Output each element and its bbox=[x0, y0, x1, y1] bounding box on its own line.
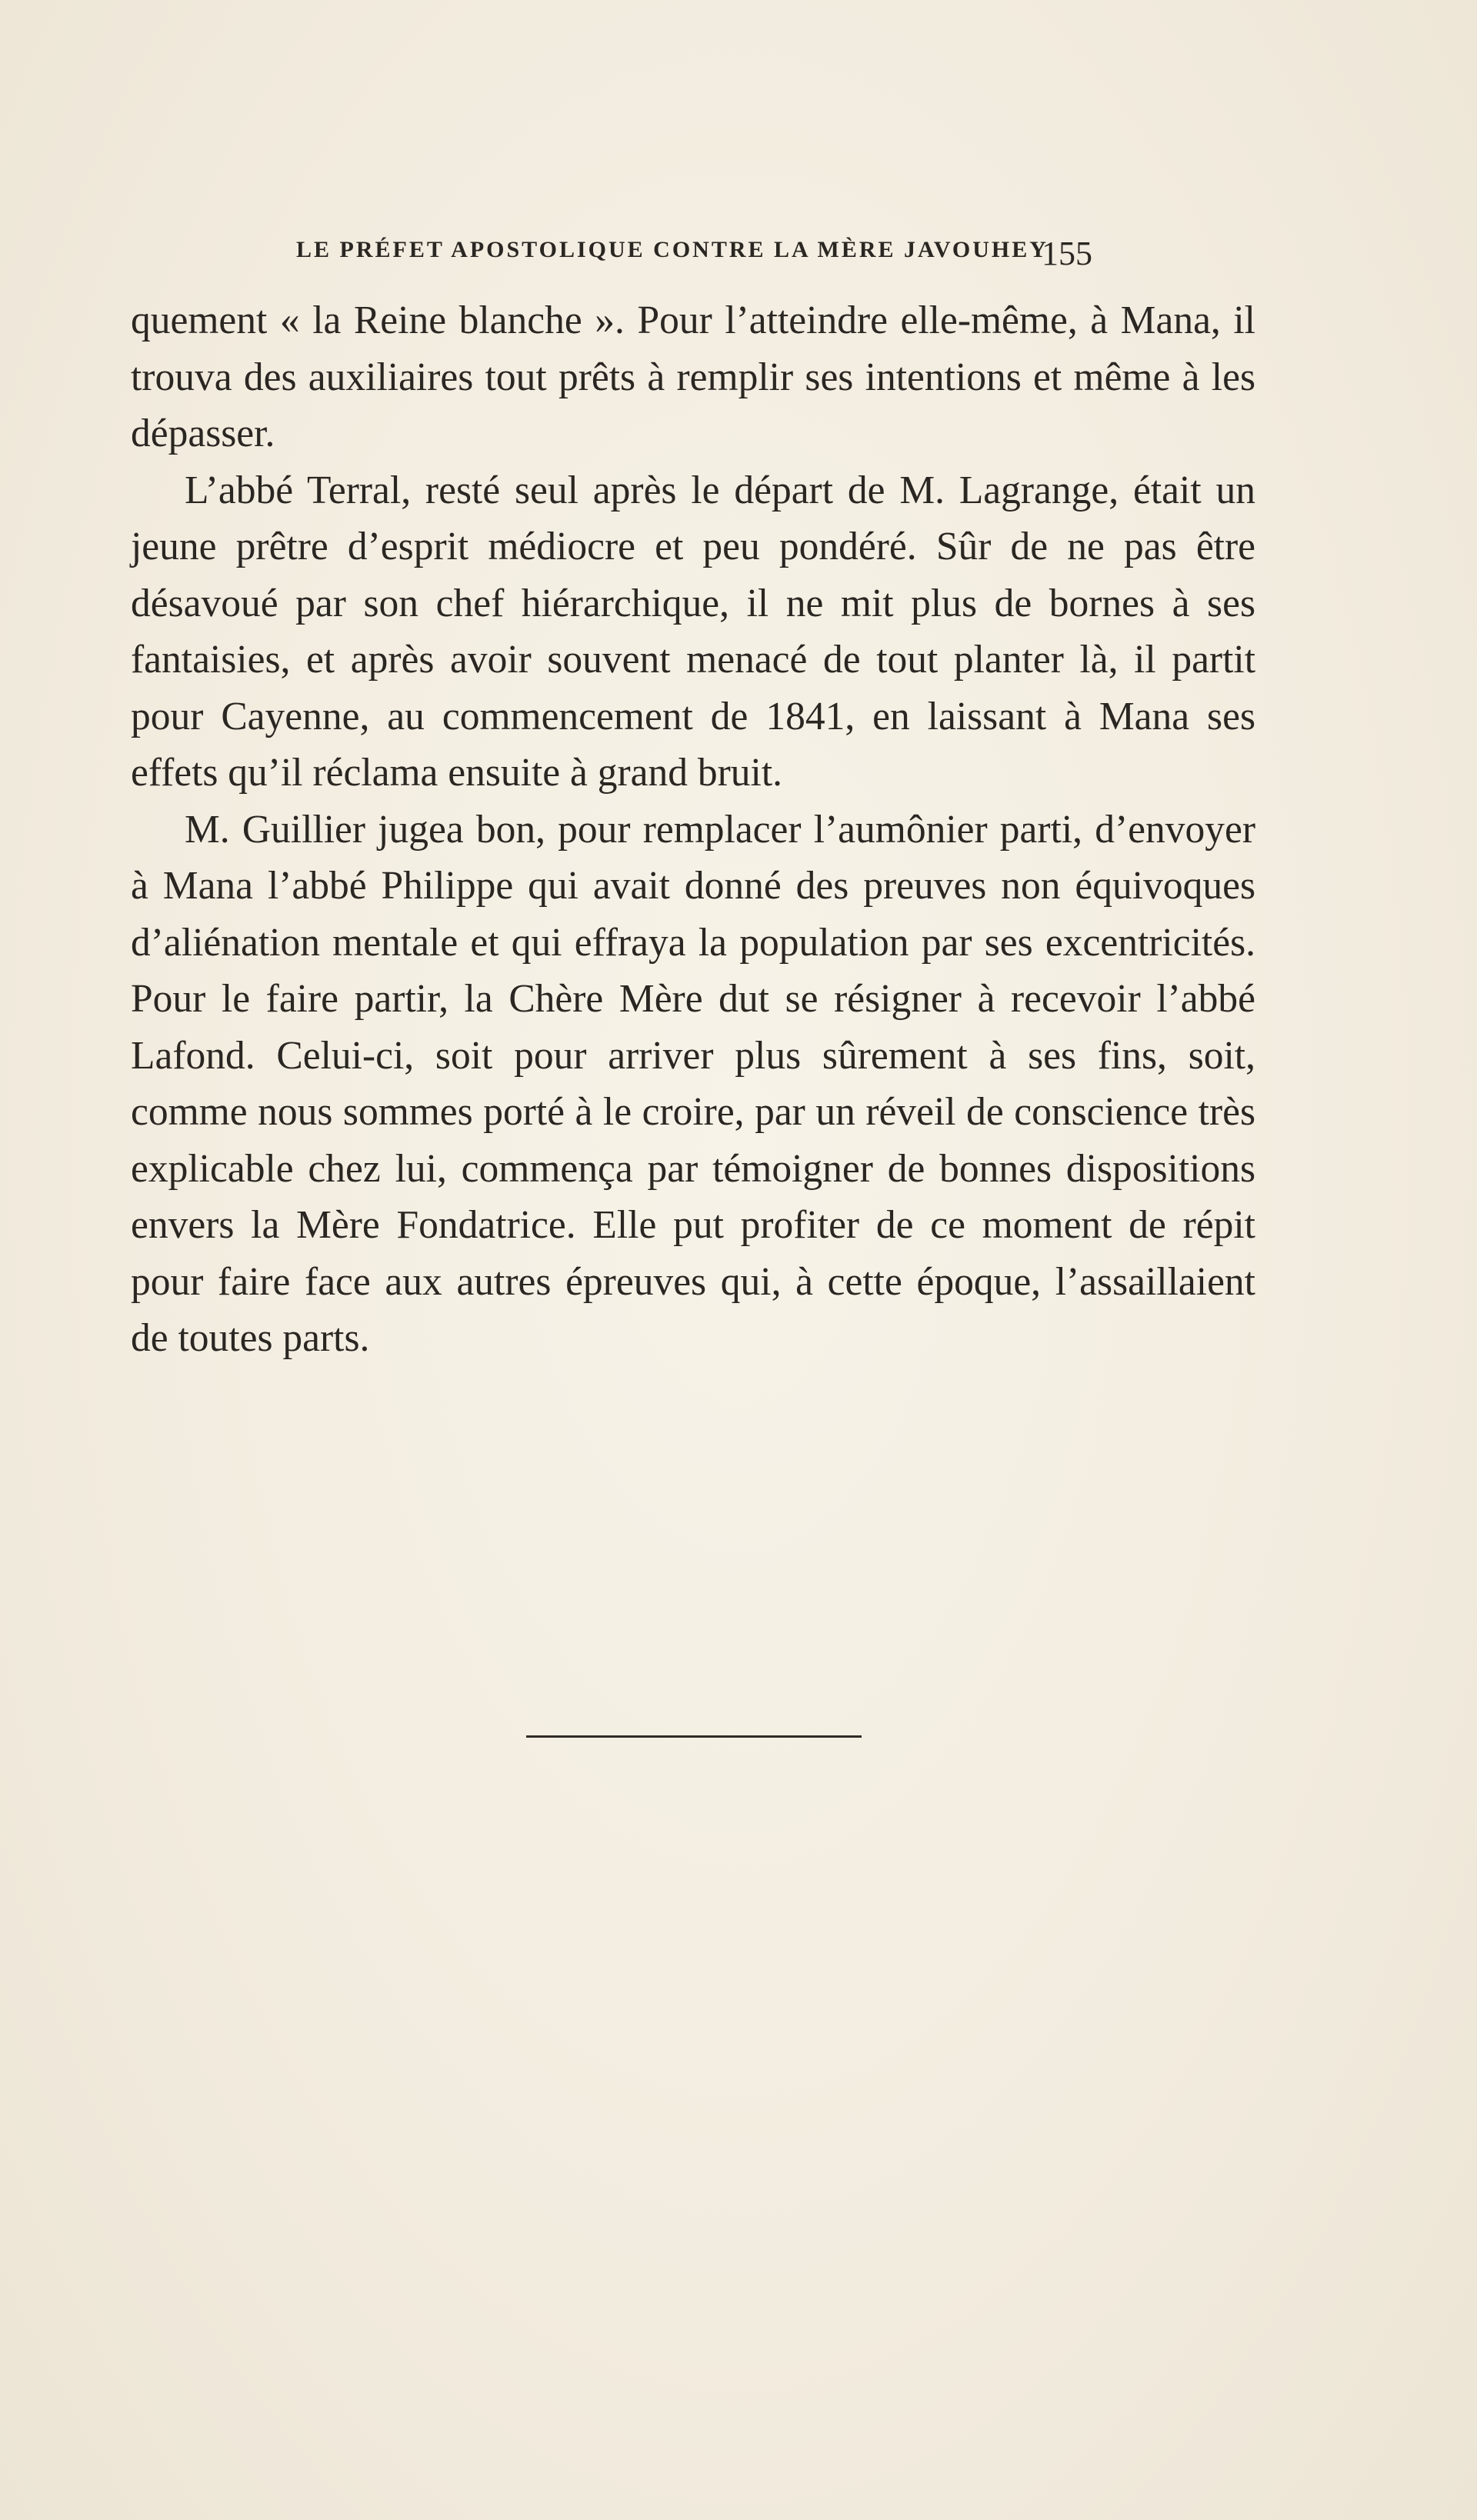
paragraph-m-guillier: M. Guillier jugea bon, pour remplacer l’aumônier parti, d’envoyer à Mana l’abbé Philippe qui avait donné des preuves non équivoques d’aliénation mentale et qui effraya la population par ses excentricités. Pour le faire partir, la Chère Mère dut se résigner à recevoir l’abbé Lafond. Celui-ci, soit pour arriver plus sûrement à ses fins, soit, comme nous sommes porté à le croire, par un réveil de conscience très explicable chez lui, commença par témoigner de bonnes dispositions envers la Mère Fondatrice. Elle put profiter de ce moment de répit pour faire face aux autres épreuves qui, à cette époque, l’assaillaient de toutes parts. bbox=[131, 807, 1255, 1360]
running-head bbox=[296, 234, 1092, 272]
section-divider bbox=[526, 1735, 862, 1738]
page-number: 155 bbox=[1042, 235, 1092, 272]
body-text bbox=[131, 292, 1255, 1367]
paragraph-continuation: quement « la Reine blanche ». Pour l’atteindre elle-même, à Mana, il trouva des auxiliaires tout prêts à remplir ses intentions et même à les dépasser. bbox=[131, 298, 1255, 455]
paragraph-abbe-terral: L’abbé Terral, resté seul après le départ de M. Lagrange, était un jeune prêtre d’esprit médiocre et peu pondéré. Sûr de ne pas être désavoué par son chef hiérarchique, il ne mit plus de bornes à ses fantaisies, et après avoir souvent menacé de tout planter là, il partit pour Cayenne, au commencement de 1841, en laissant à Mana ses effets qu’il réclama ensuite à grand bruit. bbox=[131, 468, 1255, 795]
running-title: LE PRÉFET APOSTOLIQUE CONTRE LA MÈRE JAVOUHEY bbox=[296, 237, 1049, 262]
